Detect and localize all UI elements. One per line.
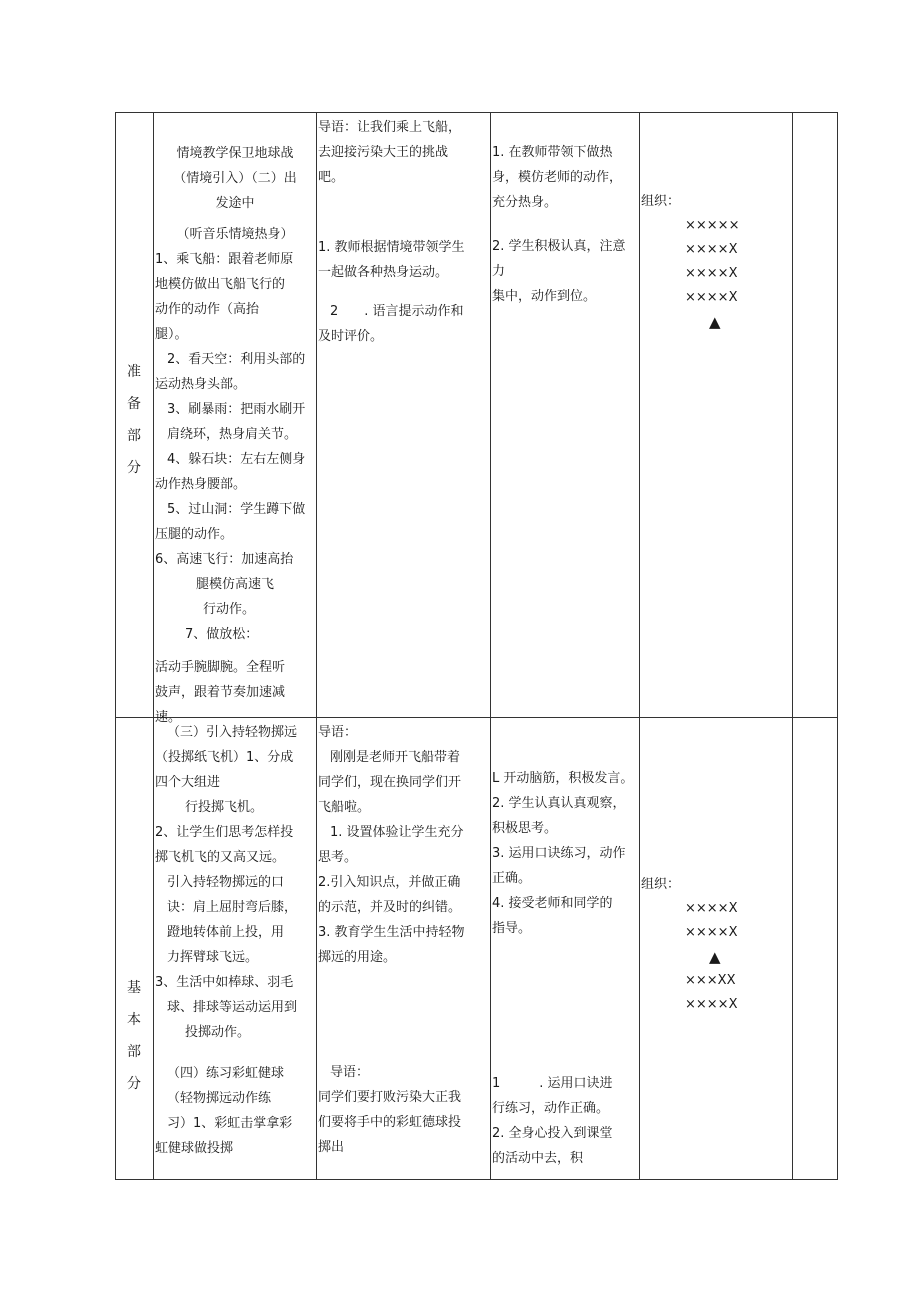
table-col-divider	[792, 112, 793, 1180]
basic-org-cell: 组织： ××××X ××××X ▲ ×××XX ××××X	[641, 873, 791, 1017]
table-col-divider	[316, 112, 317, 1180]
formation-row: ××××X	[685, 242, 738, 257]
formation-row: ××××X	[685, 997, 738, 1012]
table-border-top	[115, 112, 838, 113]
table-border-bottom	[115, 1179, 838, 1180]
formation-row: ×××××	[685, 218, 740, 233]
prep-content-cell: 情境教学保卫地球战 （情境引入）（二）出 发途中 （听音乐情境热身） 1、乘飞船：跟着老师原 地模仿做出飞船飞行的 动作的动作（高抬 腿）。 2、看天空：利用头部的 运动热身头部。 3、刷暴雨：把雨水刷开 肩绕环，热身肩关节。 4、躲石块：左右左侧身 动作热身腰部。 5、过山洞：学生蹲下做 压腿的动作。 6、高速飞行：加速高抬 腿模仿高速飞 行动作。 7、做放松： 活动手腕脚腕。全程听 鼓声，跟着节奏加速减 速。	[155, 146, 306, 725]
formation-row: ××××X	[685, 266, 738, 281]
section-label-basic: 基 本 部 分	[127, 980, 141, 1092]
basic-content-cell: （三）引入持轻物掷远 （投掷纸飞机）1、分成 四个大组进 行投掷飞机。 2、让学生们思考怎样投 掷飞机飞的又高又远。 引入持轻物掷远的口 诀：肩上屈肘弯后膝， 蹬地转体前上投，用 力挥臂球飞远。 3、生活中如棒球、羽毛 球、排球等运动运用到 投掷动作。 （四）练习彩虹健球 （轻物掷远动作练 习）1、彩虹击掌拿彩 虹健球做投掷	[155, 725, 298, 1156]
formation-row: ××××X	[685, 290, 738, 305]
prep-teacher-cell: 导语：让我们乘上飞船， 去迎接污染大王的挑战 吧。 1. 教师根据情境带领学生 一起做各种热身运动。 2 . 语言提示动作和 及时评价。	[318, 120, 465, 344]
prep-student-cell: 1. 在教师带领下做热 身，模仿老师的动作， 充分热身。 2. 学生积极认真，注意 力 集中，动作到位。	[492, 145, 626, 304]
prep-org-cell: 组织： ××××× ××××X ××××X ××××X ▲	[641, 190, 791, 334]
formation-row: ××××X	[685, 925, 738, 940]
teacher-position-triangle-icon: ▲	[709, 948, 721, 966]
basic-teacher-cell: 导语： 刚刚是老师开飞船带着 同学们，现在换同学们开 飞船啦。 1. 设置体验让学生充分 思考。 2.引入知识点，并做正确 的示范，并及时的纠错。 3. 教育学生生活中持轻物 掷远的用途。 导语： 同学们要打败污染大正我 们要将手中的彩虹德球投 掷出	[318, 725, 465, 1155]
table-border-left	[115, 112, 116, 1180]
formation-row: ××××X	[685, 901, 738, 916]
table-border-right	[837, 112, 838, 1180]
table-col-divider	[153, 112, 154, 1180]
formation-row: ×××XX	[685, 973, 736, 988]
table-col-divider	[490, 112, 491, 1180]
section-label-prep: 准 备 部 分	[127, 364, 141, 476]
basic-student-cell: L 开动脑筋，积极发言。 2. 学生认真认真观察， 积极思考。 3. 运用口诀练习，动作 正确。 4. 接受老师和同学的 指导。 1 . 运用口诀进 行练习，动作正确。 2. 全身心投入到课堂 的活动中去，积	[492, 771, 634, 1166]
table-col-divider	[639, 112, 640, 1180]
teacher-position-triangle-icon: ▲	[709, 313, 721, 331]
